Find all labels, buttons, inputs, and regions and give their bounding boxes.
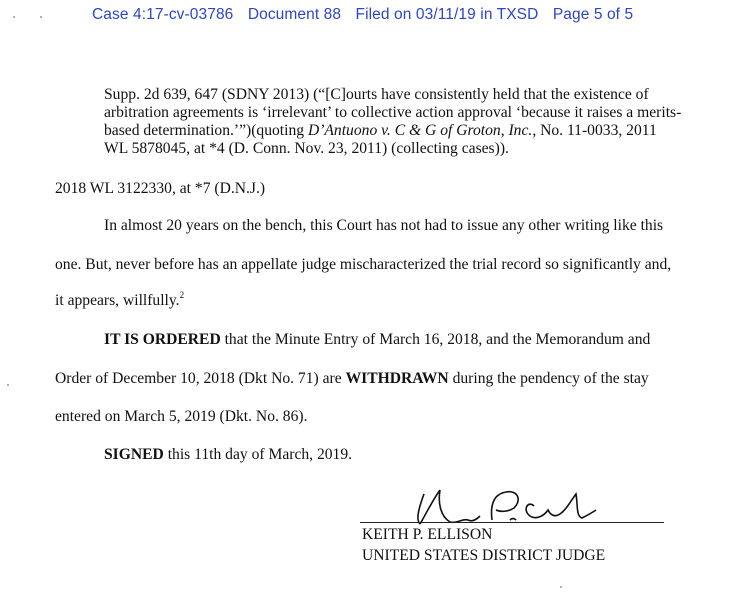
quote-line-4: WL 5878045, at *4 (D. Conn. Nov. 23, 2011) (collecting cases)). <box>104 140 509 157</box>
filed-date: Filed on 03/11/19 in TXSD <box>355 6 539 23</box>
scan-speck <box>13 16 15 18</box>
case-number: Case 4:17-cv-03786 <box>92 6 234 23</box>
scan-speck <box>560 586 562 588</box>
quote-line-1: Supp. 2d 639, 647 (SDNY 2013) (“[C]ourts have consistently held that the existence of <box>104 86 649 103</box>
quote-line-3: based determination.’”)(quoting D’Antuono v. C & G of Groton, Inc., No. 11-0033, 2011 <box>104 122 657 139</box>
signed-line: SIGNED this 11th day of March, 2019. <box>104 446 353 463</box>
footnote-marker: 2 <box>179 290 185 300</box>
para1-line-1: In almost 20 years on the bench, this Court has not had to issue any other writing like this <box>104 217 664 234</box>
order-line-3: entered on March 5, 2019 (Dkt. No. 86). <box>55 408 308 425</box>
order-line-1: IT IS ORDERED that the Minute Entry of March 16, 2018, and the Memorandum and <box>104 331 651 348</box>
order-line-2: Order of December 10, 2018 (Dkt No. 71) are WITHDRAWN during the pendency of the stay <box>55 370 649 387</box>
scan-speck <box>40 16 42 18</box>
page-number: Page 5 of 5 <box>552 6 634 23</box>
judge-title: UNITED STATES DISTRICT JUDGE <box>362 547 606 564</box>
judge-name: KEITH P. ELLISON <box>362 526 493 543</box>
scan-speck <box>7 384 9 386</box>
document-number: Document 88 <box>247 6 342 23</box>
case-name-italic: D’Antuono v. C & G of Groton, Inc. <box>307 122 533 139</box>
quote-line-2: arbitration agreements is ‘irrelevant’ to collective action approval ‘because it raises a merits- <box>104 104 682 121</box>
signature-line <box>360 522 664 523</box>
handwritten-signature <box>410 480 610 532</box>
citation-line: 2018 WL 3122330, at *7 (D.N.J.) <box>55 180 266 197</box>
para1-line-3: it appears, willfully.$^2$ <box>55 290 185 309</box>
para1-line-2: one. But, never before has an appellate judge mischaracterized the trial record so significantly and, <box>55 256 672 273</box>
case-header <box>92 6 643 24</box>
